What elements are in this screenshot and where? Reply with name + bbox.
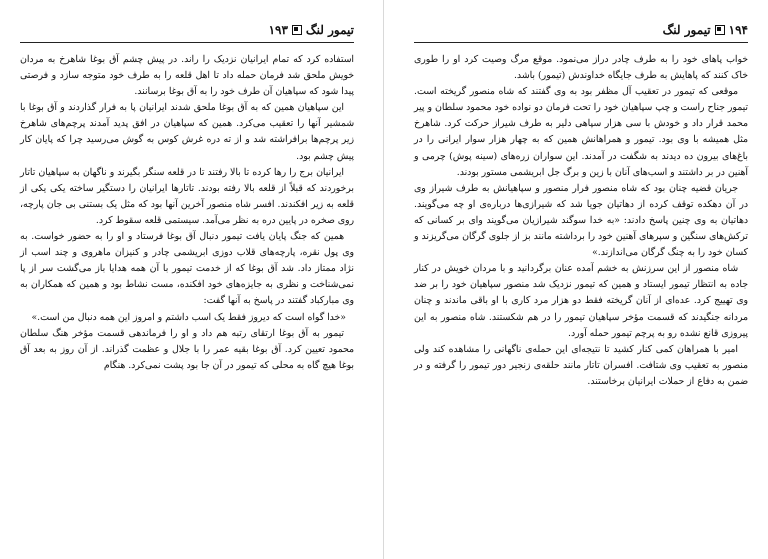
right-header-title: تیمور لنگ (662, 23, 711, 37)
paragraph: تیمور به آق بوغا ارتقای رتبه هم داد و او را فرماندهی قسمت مؤخر هنگ سلطان محمود تعیین کرد. آق بوغا بقیه عمر را با جلال و عظمت گذراند. از آن روز به بعد آق بوغا هیچ گاه به محلی که تیمور در آن جا بود پشت نمی‌کرد. هنگام (20, 327, 354, 371)
right-page-number: ۱۹۴ (728, 23, 748, 37)
right-page-body (414, 52, 748, 549)
book-icon (715, 25, 725, 35)
paragraph: ایرانیان برج را رها کرده تا بالا رفتند تا در قلعه سنگر بگیرند و ناگهان به سپاهیان تاتار برخوردند که قبلاً از قلعه بالا رفته بودند. تاتارها ایرانیان را دستگیر ساخته یکی یکی از قلعه به زیر افکندند. افسر شاه منصور آخرین آنها بود که مثل یک بستنی بی جان پارچه، روی صخره در پایین دره به نظر می‌آمد. سیستمی قلعه سقوط کرد. (20, 166, 354, 226)
right-page-header (414, 20, 748, 40)
quote-paragraph: «خدا گواه است که دیروز فقط یک اسب داشتم و امروز این همه دنبال من است.» (31, 311, 346, 323)
paragraph: جریان قضیه چنان بود که شاه منصور فرار منصور و سپاهیانش به طرف شیراز وی در آن دهکده توقف کرده از دهاتیان جویا شد که شیرازی‌ها درباره‌ی او چه می‌گویند. دهاتیان به وی چنین پاسخ دادند: «به خدا سوگند شیرازیان می‌گویند وای بر کسانی که ترکش‌های سنگین و سپرهای آهنین خود را برداشته مانند بز از جلوی گرگان می‌گریزند و کسان خود را به چنگ گرگان می‌اندازند.» (414, 182, 748, 259)
left-header-rule (20, 42, 354, 43)
left-page-body (20, 52, 354, 549)
left-page-header (20, 20, 354, 40)
paragraph: این سپاهیان همین که به آق بوغا ملحق شدند ایرانیان پا به فرار گذاردند و آق بوغا با شمشیر آنها را تعقیب می‌کرد. همین که سپاهیان در افق پدید آمدند پرچم‌های شاهرخ زیر پرچم‌ها برافراشته شد و از ته دره غرش کوس به گوش می‌رسید چرا که پایان کار پیش چشم بود. (20, 102, 354, 162)
left-header-title: تیمور لنگ (305, 23, 354, 37)
paragraph: همین که جنگ پایان یافت تیمور دنبال آق بوغا فرستاد و او را به حضور خواست. به وی پول نقره، پارچه‌های قلاب دوزی ابریشمی چادر و کنیزان ماهروی و چند اسب از نژاد ممتاز داد. شد آق بوغا که از خدمت تیمور با آن همه هدایا باز می‌گشت سر از پا نمی‌شناخت و نظری به جایزه‌های خود افکنده، مست نشاط بود و همین که همکاران به وی مبارکباد گفتند در پاسخ به آنها گفت: (20, 231, 354, 307)
paragraph: خواب پاهای خود را به طرف چادر دراز می‌نمود. موقع مرگ وصیت کرد او را طوری خاک کنند که پاهایش به طرف جایگاه خداوندش (تیمور) باشد. (414, 54, 748, 82)
paragraph: امیر با همراهان کمی کنار کشید تا نتیجه‌ای این حمله‌ی ناگهانی را مشاهده کند ولی منصور به تعقیب وی شتافت. افسران تاتار مانند حلقه‌ی زنجیر دور تیمور را گرفته و در ضمن به دفاع از حملات ایرانیان برخاستند. (414, 343, 748, 387)
paragraph: شاه منصور از این سرزنش به خشم آمده عنان برگردانید و با مردان خویش در کنار جاده به انتظار تیمور ایستاد و همین که تیمور نزدیک شد منصور سپاهیان خود را بر ضد وی تهییج کرد. عده‌ای از آنان گریخته فقط دو هزار مرد کاری با او باقی ماندند و چنان مردانه جنگیدند که قسمت مؤخر سپاهیان تیمور را در هم شکستند. شاه منصور به این پیروزی قانع نشده رو به پرچم تیمور حمله آورد. (414, 263, 748, 339)
left-page-number: ۱۹۳ (268, 23, 288, 37)
paragraph: استفاده کرد که تمام ایرانیان نزدیک را راند. در پیش چشم آق بوغا شاهرخ به مردان خویش ملحق شد فرمان حمله داد تا اهل قلعه را به طرف خود متوجه سازد و فرصتی پیدا شود که سپاهیان آن طرف خود را به آق بوغا برسانند. (20, 54, 354, 98)
paragraph: موقعی که تیمور در تعقیب آل مظفر بود به وی گفتند که شاه منصور گریخته است. تیمور جناح راست و چپ سپاهیان خود را تحت فرمان دو نواده خود محمود سلطان و پیر محمد قرار داد و خودش با سی هزار سپاهی دلیر به طرف شیراز حرکت کرد. شاهرخ مثل همیشه با وی بود. تیمور و همراهانش همین که به چهار هزار سوار ایرانی را در باغ‌های بیرون ده دیدند به شگفت در آمدند. این سواران زره‌های (سینه پوش) چرمی و آهنین در بر داشتند و اسب‌های آنان با زین و برگ جل ابریشمی مستور بودند. (414, 86, 748, 178)
right-page (384, 0, 768, 559)
right-header-rule (414, 42, 748, 43)
book-icon (292, 25, 302, 35)
